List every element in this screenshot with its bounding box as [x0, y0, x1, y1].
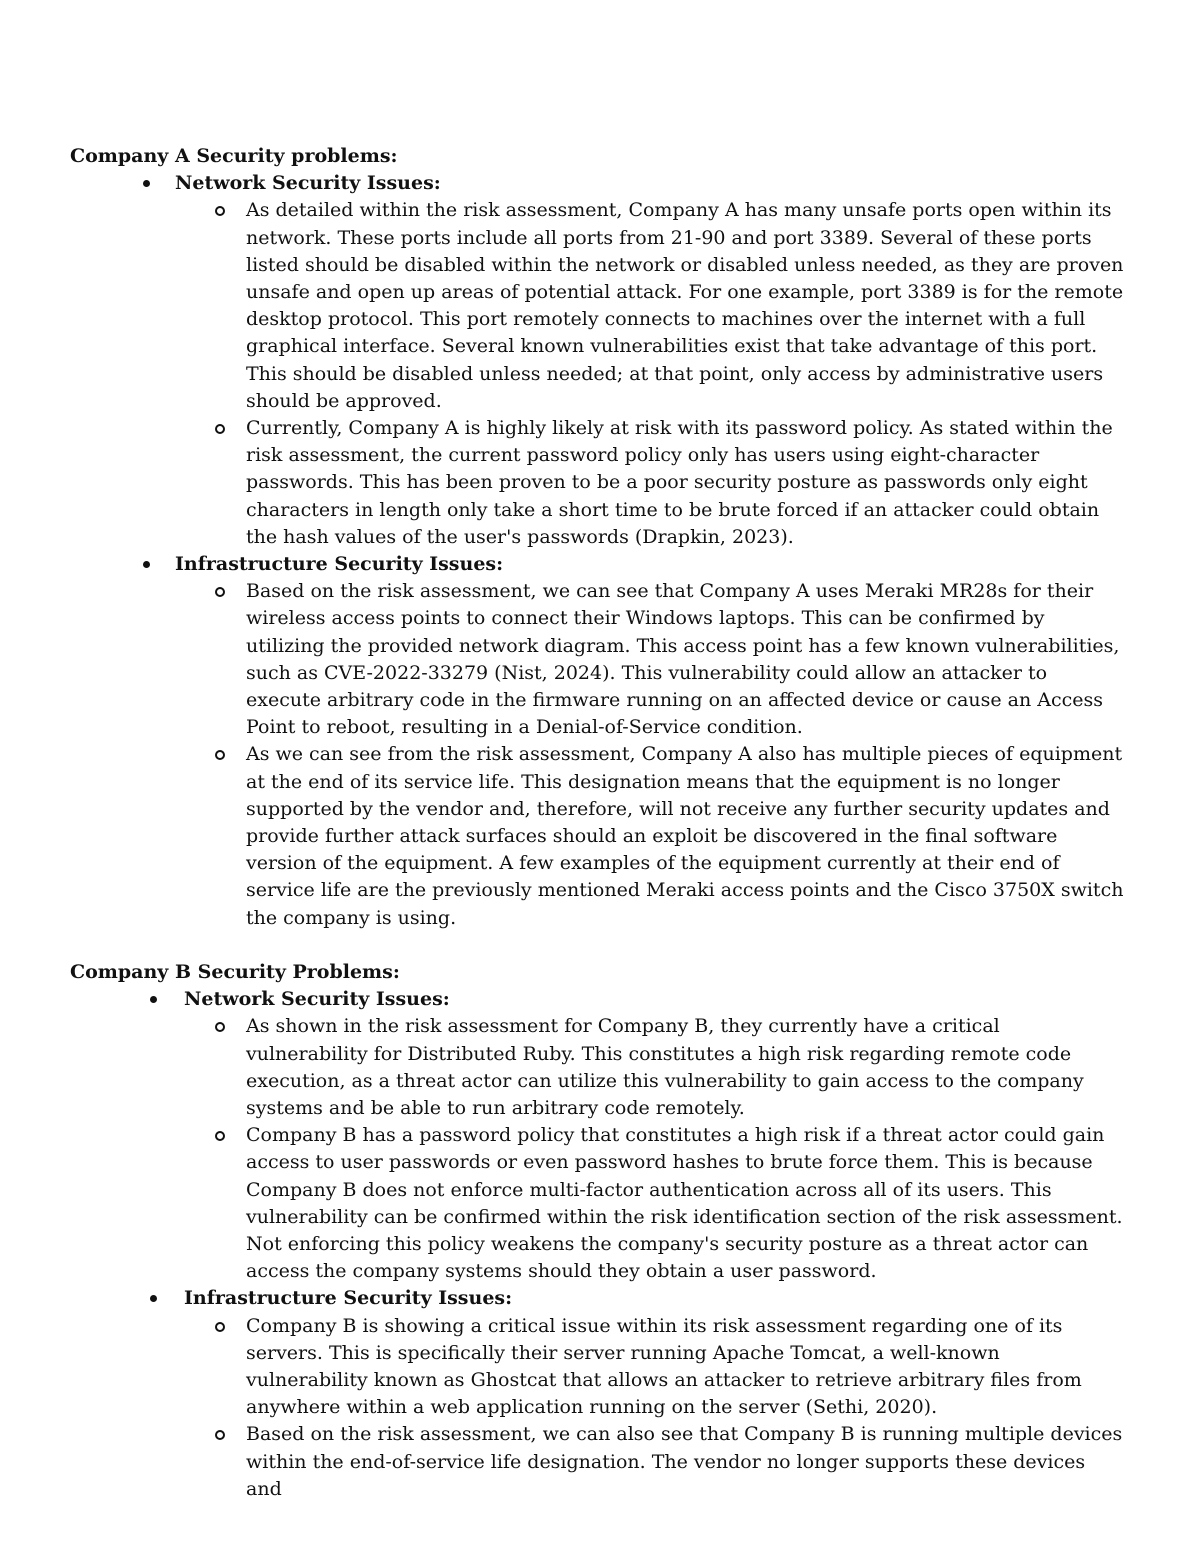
company-a-issue-list: [70, 170, 1130, 932]
company-b-network-items: [184, 1013, 1130, 1285]
list-item: [246, 1122, 1126, 1285]
bullet-disc-icon: [143, 561, 150, 568]
company-b-issue-list: [70, 986, 1130, 1503]
list-item: [246, 1421, 1126, 1503]
list-item: [246, 1313, 1126, 1422]
bullet-circle-icon: [215, 1131, 225, 1141]
list-item-text: Currently, Company A is highly likely at risk with its password policy. As stated within the risk assessment, the current password policy only has users using eight-character passwords. This has been proven to be a poor security posture as passwords only eight characters in length only take a short time to be brute forced if an attacker could obtain the hash values of the user's passwords (Drapkin, 2023).: [246, 417, 1113, 548]
bullet-circle-icon: [215, 750, 225, 760]
bullet-disc-icon: [143, 180, 150, 187]
section-heading-company-a: Company A Security problems:: [70, 145, 398, 167]
group-label: Network Security Issues:: [184, 988, 450, 1011]
list-item-text: Company B has a password policy that constitutes a high risk if a threat actor could gain access to user passwords or even password hashes to brute force them. This is because Company B does not enforce multi-factor authentication across all of its users. This vulnerability can be confirmed within the risk identification section of the risk assessment. Not enforcing this policy weakens the company's security posture as a threat actor can access the company systems should they obtain a user password.: [246, 1124, 1123, 1283]
document-body: [70, 143, 1130, 1503]
list-item: [246, 415, 1126, 551]
list-item-text: Company B is showing a critical issue within its risk assessment regarding one of its servers. This is specifically their server running Apache Tomcat, a well-known vulnerability known as Ghostcat that allows an attacker to retrieve arbitrary files from anywhere within a web application running on the server (Sethi, 2020).: [246, 1314, 1082, 1419]
list-item: [246, 1013, 1126, 1122]
group-label: Network Security Issues:: [175, 172, 441, 195]
bullet-circle-icon: [215, 1322, 225, 1332]
list-item-text: As we can see from the risk assessment, Company A also has multiple pieces of equipment at the end of its service life. This designation means that the equipment is no longer supported by the vendor and, therefore, will not receive any further security updates and provide further attack surfaces should an exploit be discovered in the final software version of the equipment. A few examples of the equipment currently at their end of service life are the previously mentioned Meraki access points and the Cisco 3750X switch the company is using.: [246, 743, 1124, 929]
group-label: Infrastructure Security Issues:: [175, 553, 504, 576]
company-a-infrastructure-issues: [70, 551, 1130, 932]
company-b-network-issues: [70, 986, 1130, 1285]
bullet-circle-icon: [215, 587, 225, 597]
group-label: Infrastructure Security Issues:: [184, 1287, 513, 1310]
bullet-disc-icon: [150, 1295, 157, 1302]
section-heading-company-b: Company B Security Problems:: [70, 961, 400, 984]
list-item-text: Based on the risk assessment, we can see that Company A uses Meraki MR28s for their wireless access points to connect their Windows laptops. This can be confirmed by utilizing the provided network diagram. This access point has a few known vulnerabilities, such as CVE-2022-33279 (Nist, 2024). This vulnerability could allow an attacker to execute arbitrary code in the firmware running on an affected device or cause an Access Point to reboot, resulting in a Denial-of-Service condition.: [246, 580, 1120, 739]
bullet-circle-icon: [215, 1022, 225, 1032]
company-b-infrastructure-issues: [70, 1285, 1130, 1503]
company-b-infrastructure-items: [184, 1313, 1130, 1503]
bullet-circle-icon: [215, 1430, 225, 1440]
company-a-network-issues: [70, 170, 1130, 551]
bullet-circle-icon: [215, 424, 225, 434]
list-item-text: As shown in the risk assessment for Company B, they currently have a critical vulnerability for Distributed Ruby. This constitutes a high risk regarding remote code execution, as a threat actor can utilize this vulnerability to gain access to the company systems and be able to run arbitrary code remotely.: [246, 1015, 1084, 1120]
company-a-network-items: [175, 197, 1130, 551]
section-spacer: [70, 932, 1130, 959]
list-item: [246, 197, 1126, 415]
company-a-infrastructure-items: [175, 578, 1130, 932]
list-item: [246, 578, 1126, 741]
bullet-circle-icon: [215, 206, 225, 216]
list-item-text: Based on the risk assessment, we can also see that Company B is running multiple devices within the end-of-service life designation. The vendor no longer supports these devices and: [246, 1423, 1123, 1500]
list-item: [246, 741, 1126, 931]
list-item-text: As detailed within the risk assessment, Company A has many unsafe ports open within its network. These ports include all ports from 21-90 and port 3389. Several of these ports listed should be disabled within the network or disabled unless needed, as they are proven unsafe and open up areas of potential attack. For one example, port 3389 is for the remote desktop protocol. This port remotely connects to machines over the internet with a full graphical interface. Several known vulnerabilities exist that take advantage of this port. This should be disabled unless needed; at that point, only access by administrative users should be approved.: [246, 199, 1124, 412]
bullet-disc-icon: [150, 996, 157, 1003]
